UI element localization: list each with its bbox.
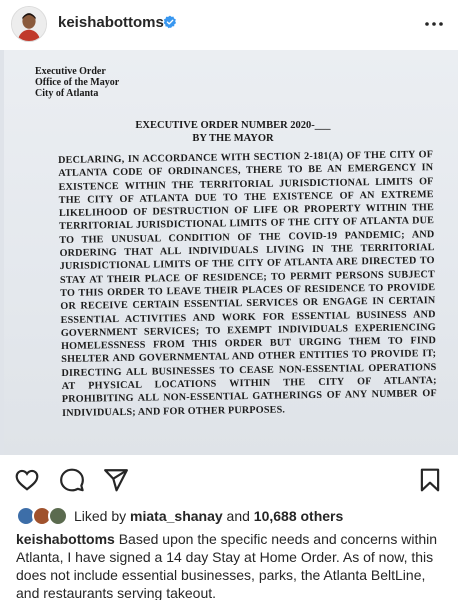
post-caption bbox=[16, 530, 446, 600]
send-icon[interactable] bbox=[103, 467, 129, 493]
username-link[interactable]: keishabottoms bbox=[58, 14, 164, 31]
liker-avatars bbox=[16, 506, 70, 526]
caption-username-link[interactable]: keishabottoms bbox=[16, 531, 115, 547]
more-options-icon[interactable] bbox=[422, 12, 446, 36]
comment-icon[interactable] bbox=[59, 467, 85, 493]
post-action-bar bbox=[0, 455, 458, 503]
liked-by-prefix: Liked by bbox=[74, 508, 127, 524]
verified-badge-icon bbox=[163, 15, 177, 29]
heart-icon[interactable] bbox=[14, 467, 40, 493]
document-title: EXECUTIVE ORDER NUMBER 2020-___ bbox=[135, 120, 331, 131]
bookmark-icon[interactable] bbox=[417, 467, 443, 493]
document-header-line: Executive Order bbox=[35, 66, 106, 77]
document-header-line: Office of the Mayor bbox=[35, 77, 120, 88]
document-header-line: City of Atlanta bbox=[35, 88, 99, 99]
liked-by-user-link[interactable]: miata_shanay bbox=[130, 508, 223, 524]
liked-by-count-link[interactable]: 10,688 others bbox=[253, 508, 344, 524]
document-body: DECLARING, IN ACCORDANCE WITH SECTION 2-181(A) OF THE CITY OF ATLANTA CODE OF ORDINANCES, THERE TO BE AN EMERGENCY IN EXISTENCE WITHIN THE TERRITORIAL JURISDICTIONAL LIMITS OF THE CITY OF ATLANTA DUE TO THE EXISTENCE OF AN EXTREME LIKELIHOOD OF DESTRUCTION OF LIFE OR PROPERTY WITHIN THE TERRITORIAL JURISDICTIONAL LIMITS OF THE CITY OF ATLANTA DUE TO THE UNUSUAL CONDITION OF THE COVID-19 PANDEMIC; AND ORDERING THAT ALL INDIVIDUALS LIVING IN THE TERRITORIAL JURISDICTIONAL LIMITS OF THE CITY OF ATLANTA ARE DIRECTED TO STAY AT THEIR PLACE OF RESIDENCE; TO PERMIT PERSONS SUBJECT TO THIS ORDER TO LEAVE THEIR PLACES OF RESIDENCE TO PROVIDE OR RECEIVE CERTAIN ESSENTIAL SERVICES OR ENGAGE IN CERTAIN ESSENTIAL ACTIVITIES AND WORK FOR ESSENTIAL BUSINESS AND GOVERNMENT SERVICES; TO EXEMPT INDIVIDUALS EXPERIENCING HOMELESSNESS FROM THIS ORDER BUT URGING THEM TO FIND SHELTER AND GOVERNMENTAL AND OTHER ENTITIES TO PROVIDE IT; DIRECTING ALL BUSINESSES TO CEASE NON-ESSENTIAL OPERATIONS AT PHYSICAL LOCATIONS WITHIN THE CITY OF ATLANTA; PROHIBITING ALL NON-ESSENTIAL GATHERINGS OF ANY NUMBER OF INDIVIDUALS; AND FOR OTHER PURPOSES. bbox=[58, 149, 437, 419]
document-subtitle: BY THE MAYOR bbox=[192, 133, 274, 144]
caption-text: Based upon the specific needs and concerns within Atlanta, I have signed a 14 day Stay at Home Order. As of now, this does not include essential businesses, parks, the Atlanta BeltLine, and restaurants serving takeout. bbox=[16, 531, 438, 600]
liked-by-and: and bbox=[226, 508, 250, 524]
likes-text bbox=[74, 508, 343, 524]
document-header bbox=[35, 66, 119, 99]
profile-avatar[interactable] bbox=[11, 6, 47, 42]
avatar-image bbox=[12, 7, 46, 41]
post-header bbox=[0, 0, 458, 50]
post-image[interactable] bbox=[0, 50, 458, 455]
liker-avatar bbox=[48, 506, 68, 526]
likes-summary[interactable] bbox=[16, 505, 343, 527]
